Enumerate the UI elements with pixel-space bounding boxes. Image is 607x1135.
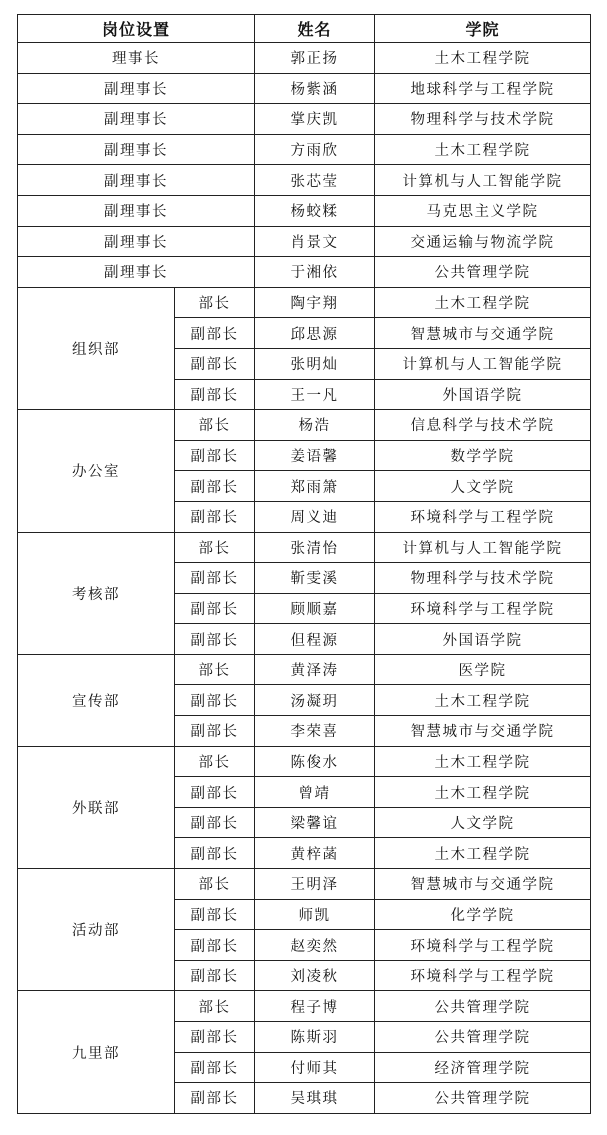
department-cell: 外联部 <box>18 746 175 868</box>
name-cell: 周义迪 <box>255 501 375 532</box>
college-cell: 计算机与人工智能学院 <box>375 165 591 196</box>
title-cell: 部长 <box>175 654 255 685</box>
role-cell: 副理事长 <box>18 195 255 226</box>
title-cell: 副部长 <box>175 624 255 655</box>
title-cell: 副部长 <box>175 930 255 961</box>
college-cell: 交通运输与物流学院 <box>375 226 591 257</box>
name-cell: 靳雯溪 <box>255 563 375 594</box>
name-cell: 邱思源 <box>255 318 375 349</box>
college-cell: 土木工程学院 <box>375 685 591 716</box>
college-cell: 计算机与人工智能学院 <box>375 348 591 379</box>
department-cell: 考核部 <box>18 532 175 654</box>
title-cell: 部长 <box>175 991 255 1022</box>
role-cell: 副理事长 <box>18 134 255 165</box>
title-cell: 副部长 <box>175 1022 255 1053</box>
leader-row <box>18 104 591 135</box>
college-cell: 土木工程学院 <box>375 746 591 777</box>
college-cell: 人文学院 <box>375 807 591 838</box>
member-row <box>18 991 591 1022</box>
title-cell: 副部长 <box>175 1052 255 1083</box>
leader-row <box>18 134 591 165</box>
table-header <box>18 15 591 43</box>
name-cell: 汤凝玥 <box>255 685 375 716</box>
title-cell: 副部长 <box>175 807 255 838</box>
college-cell: 物理科学与技术学院 <box>375 104 591 135</box>
college-cell: 环境科学与工程学院 <box>375 593 591 624</box>
name-cell: 杨蛟糅 <box>255 195 375 226</box>
name-cell: 程子博 <box>255 991 375 1022</box>
college-cell: 土木工程学院 <box>375 134 591 165</box>
title-cell: 副部长 <box>175 593 255 624</box>
college-cell: 信息科学与技术学院 <box>375 410 591 441</box>
member-row <box>18 532 591 563</box>
college-cell: 外国语学院 <box>375 379 591 410</box>
department-cell: 活动部 <box>18 869 175 991</box>
title-cell: 副部长 <box>175 1083 255 1114</box>
name-cell: 姜语馨 <box>255 440 375 471</box>
college-cell: 公共管理学院 <box>375 991 591 1022</box>
college-cell: 智慧城市与交通学院 <box>375 869 591 900</box>
title-cell: 部长 <box>175 869 255 900</box>
role-cell: 副理事长 <box>18 104 255 135</box>
member-row <box>18 746 591 777</box>
name-cell: 梁馨谊 <box>255 807 375 838</box>
college-cell: 环境科学与工程学院 <box>375 501 591 532</box>
department-cell: 宣传部 <box>18 654 175 746</box>
header-name: 姓名 <box>255 15 375 43</box>
name-cell: 师凯 <box>255 899 375 930</box>
title-cell: 副部长 <box>175 471 255 502</box>
title-cell: 副部长 <box>175 838 255 869</box>
roster-table <box>17 14 591 1114</box>
title-cell: 副部长 <box>175 960 255 991</box>
name-cell: 曾靖 <box>255 777 375 808</box>
table-body <box>18 43 591 1114</box>
college-cell: 化学学院 <box>375 899 591 930</box>
title-cell: 副部长 <box>175 348 255 379</box>
college-cell: 计算机与人工智能学院 <box>375 532 591 563</box>
college-cell: 医学院 <box>375 654 591 685</box>
title-cell: 副部长 <box>175 777 255 808</box>
college-cell: 土木工程学院 <box>375 777 591 808</box>
college-cell: 地球科学与工程学院 <box>375 73 591 104</box>
role-cell: 副理事长 <box>18 165 255 196</box>
name-cell: 刘凌秋 <box>255 960 375 991</box>
department-cell: 办公室 <box>18 410 175 532</box>
college-cell: 公共管理学院 <box>375 257 591 288</box>
role-cell: 副理事长 <box>18 257 255 288</box>
college-cell: 物理科学与技术学院 <box>375 563 591 594</box>
college-cell: 土木工程学院 <box>375 43 591 74</box>
name-cell: 黄泽涛 <box>255 654 375 685</box>
header-college: 学院 <box>375 15 591 43</box>
leader-row <box>18 257 591 288</box>
title-cell: 副部长 <box>175 379 255 410</box>
member-row <box>18 410 591 441</box>
name-cell: 顾顺嘉 <box>255 593 375 624</box>
member-row <box>18 654 591 685</box>
name-cell: 方雨欣 <box>255 134 375 165</box>
college-cell: 环境科学与工程学院 <box>375 960 591 991</box>
header-position: 岗位设置 <box>18 15 255 43</box>
college-cell: 环境科学与工程学院 <box>375 930 591 961</box>
leader-row <box>18 73 591 104</box>
title-cell: 副部长 <box>175 563 255 594</box>
name-cell: 王一凡 <box>255 379 375 410</box>
name-cell: 肖景文 <box>255 226 375 257</box>
role-cell: 理事长 <box>18 43 255 74</box>
title-cell: 部长 <box>175 746 255 777</box>
title-cell: 部长 <box>175 410 255 441</box>
name-cell: 掌庆凯 <box>255 104 375 135</box>
name-cell: 张明灿 <box>255 348 375 379</box>
title-cell: 部长 <box>175 287 255 318</box>
college-cell: 土木工程学院 <box>375 838 591 869</box>
title-cell: 副部长 <box>175 899 255 930</box>
name-cell: 王明泽 <box>255 869 375 900</box>
name-cell: 但程源 <box>255 624 375 655</box>
name-cell: 张清怡 <box>255 532 375 563</box>
leader-row <box>18 165 591 196</box>
name-cell: 付师其 <box>255 1052 375 1083</box>
title-cell: 副部长 <box>175 440 255 471</box>
department-cell: 九里部 <box>18 991 175 1113</box>
name-cell: 陶宇翔 <box>255 287 375 318</box>
member-row <box>18 869 591 900</box>
member-row <box>18 287 591 318</box>
college-cell: 人文学院 <box>375 471 591 502</box>
name-cell: 郑雨箫 <box>255 471 375 502</box>
college-cell: 数学学院 <box>375 440 591 471</box>
name-cell: 杨紫涵 <box>255 73 375 104</box>
name-cell: 赵奕然 <box>255 930 375 961</box>
college-cell: 公共管理学院 <box>375 1022 591 1053</box>
college-cell: 马克思主义学院 <box>375 195 591 226</box>
college-cell: 公共管理学院 <box>375 1083 591 1114</box>
name-cell: 陈斯羽 <box>255 1022 375 1053</box>
leader-row <box>18 195 591 226</box>
name-cell: 于湘依 <box>255 257 375 288</box>
college-cell: 土木工程学院 <box>375 287 591 318</box>
college-cell: 智慧城市与交通学院 <box>375 318 591 349</box>
header-row <box>18 15 591 43</box>
college-cell: 智慧城市与交通学院 <box>375 716 591 747</box>
title-cell: 副部长 <box>175 716 255 747</box>
title-cell: 副部长 <box>175 318 255 349</box>
name-cell: 陈俊水 <box>255 746 375 777</box>
leader-row <box>18 43 591 74</box>
leader-row <box>18 226 591 257</box>
title-cell: 副部长 <box>175 685 255 716</box>
title-cell: 部长 <box>175 532 255 563</box>
name-cell: 黄梓菡 <box>255 838 375 869</box>
college-cell: 外国语学院 <box>375 624 591 655</box>
role-cell: 副理事长 <box>18 73 255 104</box>
title-cell: 副部长 <box>175 501 255 532</box>
name-cell: 杨浩 <box>255 410 375 441</box>
role-cell: 副理事长 <box>18 226 255 257</box>
department-cell: 组织部 <box>18 287 175 409</box>
name-cell: 郭正扬 <box>255 43 375 74</box>
name-cell: 李荣喜 <box>255 716 375 747</box>
college-cell: 经济管理学院 <box>375 1052 591 1083</box>
name-cell: 张芯莹 <box>255 165 375 196</box>
name-cell: 吴琪琪 <box>255 1083 375 1114</box>
